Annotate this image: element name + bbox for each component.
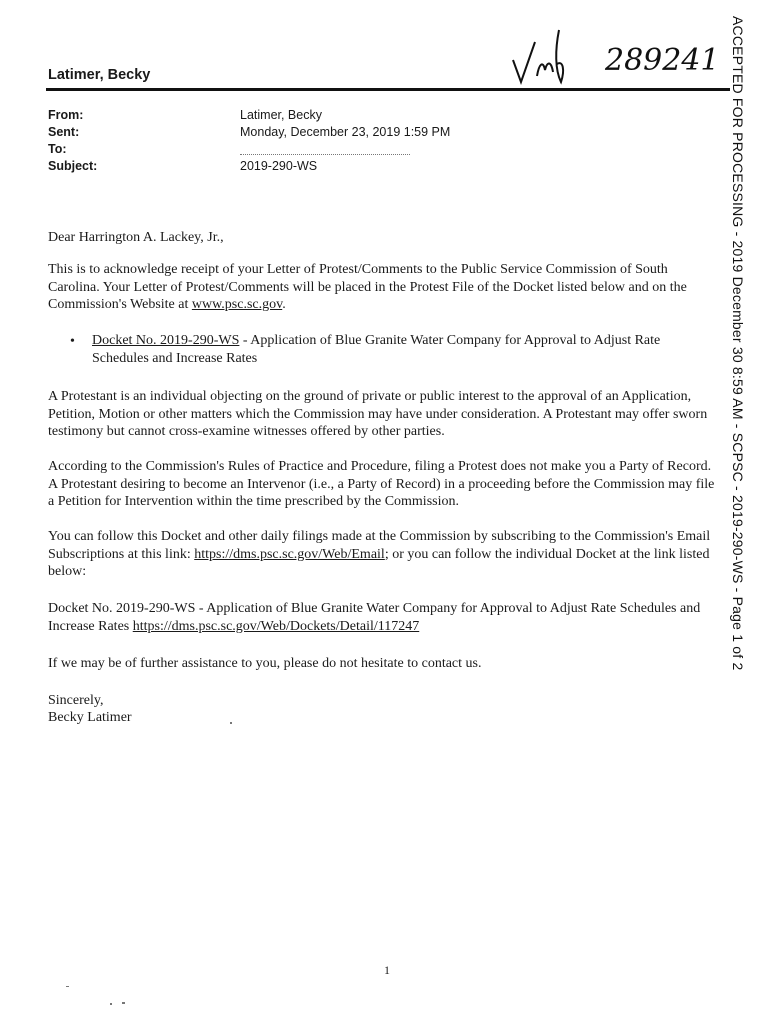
email-subscriptions-link[interactable]: https://dms.psc.sc.gov/Web/Email bbox=[194, 546, 385, 562]
scan-speck bbox=[110, 1003, 112, 1005]
paragraph-acknowledge bbox=[48, 261, 720, 314]
subject-value: 2019-290-WS bbox=[240, 159, 318, 173]
bullet-dot: • bbox=[70, 334, 75, 349]
paragraph-subscriptions-end: ; or you can follow the individual Docket at the link listed below: bbox=[48, 546, 710, 579]
scan-speck bbox=[122, 1002, 125, 1004]
docket-bullet-text: - Application of Blue Granite Water Company for Approval to Adjust Rate Schedules and Increase Rates bbox=[92, 333, 661, 366]
paragraph-assistance: If we may be of further assistance to you, please do not hesitate to contact us. bbox=[48, 656, 482, 671]
docket-bullet bbox=[92, 332, 718, 367]
paragraph-acknowledge-text: This is to acknowledge receipt of your Letter of Protest/Comments to the Public Service Commission of South Carolina. Your Letter of Protest/Comments will be placed in the Protest File of the Docket listed below and on the Commission's Website at bbox=[48, 262, 687, 312]
handwritten-number: 289241 bbox=[605, 43, 720, 78]
paragraph-protestant: A Protestant is an individual objecting on the ground of private or public interest to the approval of an Application, Petition, Motion or other matters which the Commission may have under consideration. A Protestant may offer sworn testimony but cannot cross-examine witnesses offered by other parties. bbox=[48, 389, 708, 439]
paragraph-subscriptions-text: You can follow this Docket and other daily filings made at the Commission by subscribing to the Commission's Email Subscriptions at this link: bbox=[48, 529, 711, 562]
header-divider bbox=[46, 88, 730, 91]
paragraph-docket bbox=[48, 600, 720, 635]
from-value: Latimer, Becky bbox=[240, 108, 322, 122]
acceptance-stamp: ACCEPTED FOR PROCESSING - 2019 December 30 8:59 AM - SCPSC - 2019-290-WS - Page 1 of 2 bbox=[730, 16, 746, 671]
docket-link[interactable]: Docket No. 2019-290-WS bbox=[92, 333, 240, 348]
subject-label: Subject: bbox=[48, 159, 98, 173]
signature: Becky Latimer bbox=[48, 710, 132, 725]
psc-website-link[interactable]: www.psc.sc.gov bbox=[191, 297, 283, 312]
paragraph-subscriptions bbox=[48, 528, 720, 581]
paragraph-docket-text: Docket No. 2019-290-WS - Application of Blue Granite Water Company for Approval to Adjust Rate Schedules and Increase Rates bbox=[48, 601, 701, 634]
page-number: 1 bbox=[384, 963, 390, 977]
from-label: From: bbox=[48, 108, 84, 122]
scan-speck bbox=[66, 986, 69, 987]
to-label: To: bbox=[48, 142, 67, 156]
paragraph-rules: According to the Commission's Rules of Practice and Procedure, filing a Protest does not make you a Party of Record. A Protestant desiring to become an Intervenor (i.e., a Party of Record) in a proceeding before the Commission may file a Petition for Intervention within the time prescribed by the Commission. bbox=[48, 459, 715, 509]
sent-value: Monday, December 23, 2019 1:59 PM bbox=[240, 125, 451, 139]
sent-label: Sent: bbox=[48, 125, 80, 139]
salutation: Dear Harrington A. Lackey, Jr., bbox=[48, 230, 224, 245]
email-header-name: Latimer, Becky bbox=[48, 67, 151, 83]
handwritten-annotation bbox=[505, 20, 725, 90]
paragraph-acknowledge-end: . bbox=[282, 297, 286, 312]
closing: Sincerely, bbox=[48, 693, 104, 708]
to-redacted-line bbox=[240, 153, 410, 155]
docket-detail-link[interactable]: https://dms.psc.sc.gov/Web/Dockets/Detail/117247 bbox=[132, 618, 420, 634]
scan-speck bbox=[230, 722, 232, 724]
